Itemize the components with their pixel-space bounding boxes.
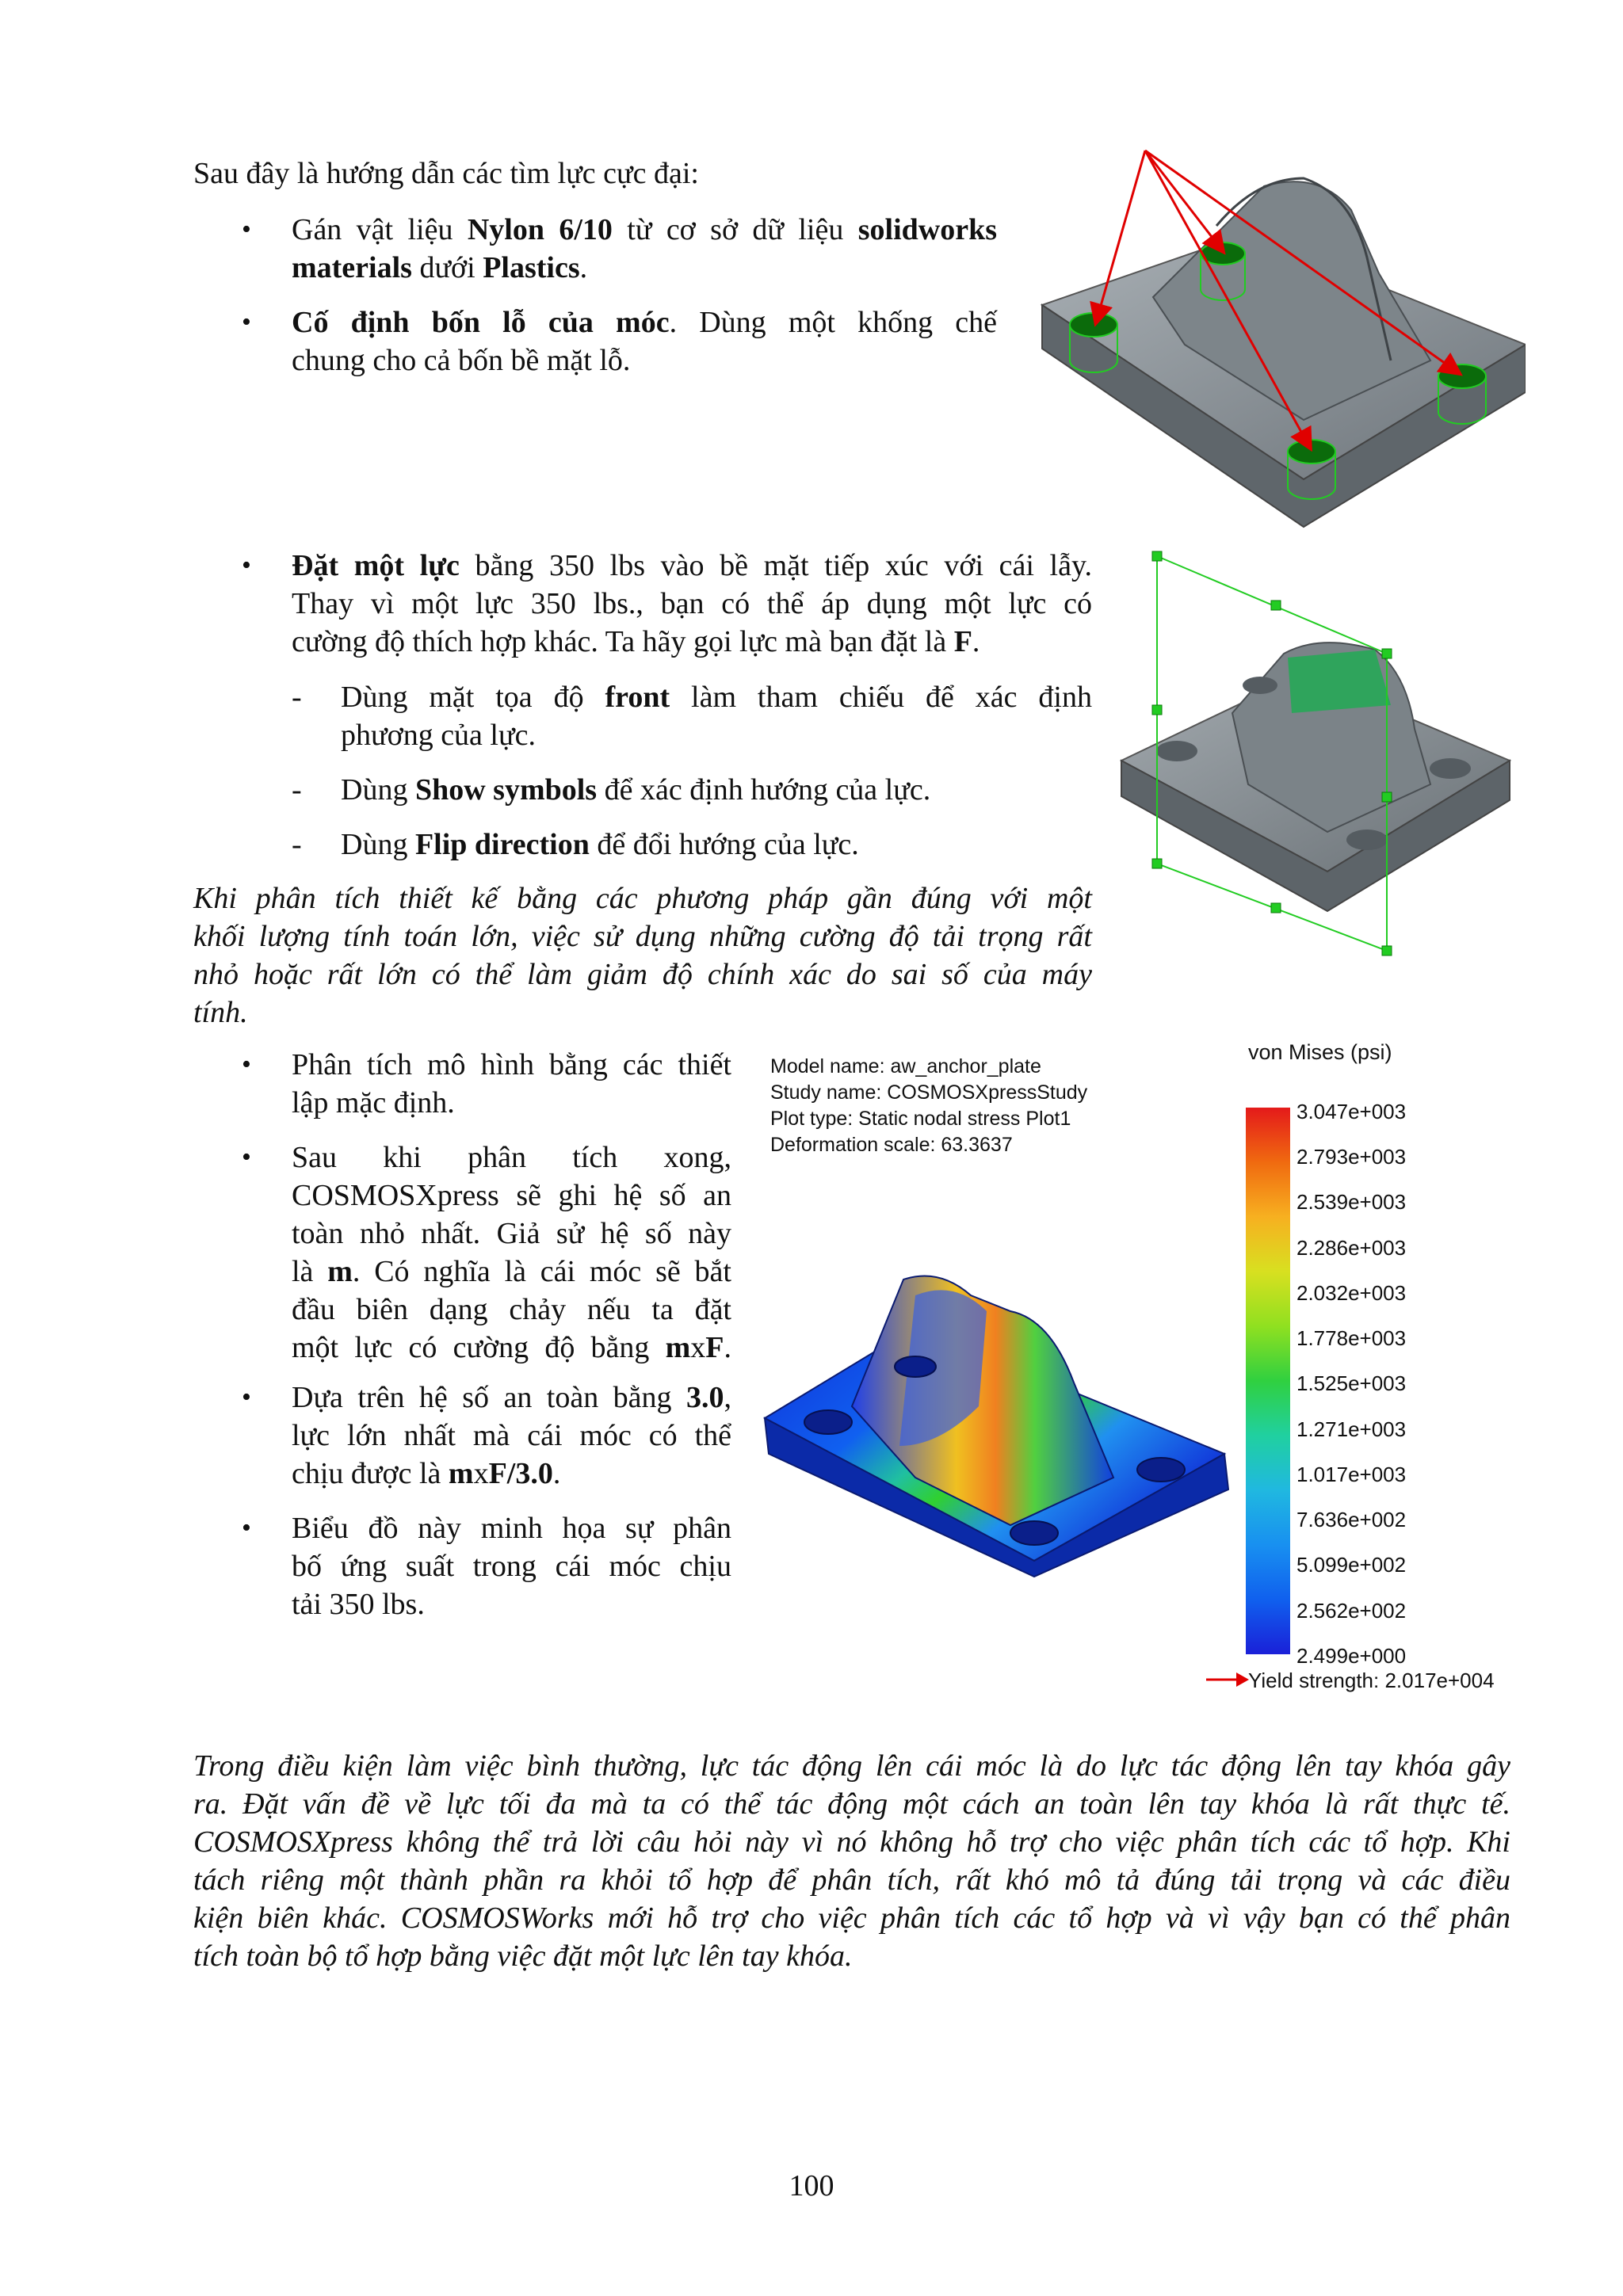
legend-tick: 2.032e+003 (1296, 1281, 1407, 1305)
bullet-icon: • (242, 1050, 251, 1079)
legend-colorbar (1246, 1108, 1290, 1654)
legend-tick: 2.562e+002 (1296, 1599, 1407, 1623)
legend-tick: 1.017e+003 (1296, 1463, 1407, 1486)
legend-tick: 2.499e+000 (1296, 1644, 1407, 1668)
legend-tick: 2.286e+003 (1296, 1236, 1407, 1260)
bullet-icon: • (242, 551, 251, 580)
bullet-icon: • (242, 1513, 251, 1543)
bullet-safety-factor: Sau khi phân tích xong, COSMOSXpress sẽ ghi hệ số an toàn nhỏ nhất. Giả sử hệ số này là m. Có nghĩa là cái móc sẽ bắt đầu biên dạng chảy nếu ta đặt một lực có cường độ bằng mxF. (292, 1141, 731, 1364)
study-info: Model name: aw_anchor_plate Study name: COSMOSXpressStudy Plot type: Static nodal stress Plot1 Deformation scale: 63.3637 (770, 1055, 1088, 1156)
contact-face (1288, 650, 1391, 713)
bullet-icon: • (242, 215, 251, 244)
dash-marker: - (292, 773, 302, 807)
legend-tick: 3.047e+003 (1296, 1100, 1407, 1123)
legend-tick: 5.099e+002 (1296, 1553, 1407, 1577)
bullet-analyze: Phân tích mô hình bằng các thiết lập mặc định. (292, 1048, 731, 1119)
dash-flip-direction: Dùng Flip direction để đổi hướng của lực. (341, 828, 859, 861)
legend-tick: 1.778e+003 (1296, 1326, 1407, 1350)
dash-front-plane: Dùng mặt tọa độ front làm tham chiếu để xác định phương của lực. (341, 681, 1092, 752)
page-number: 100 (789, 2169, 834, 2203)
stress-model-figure (757, 1264, 1232, 1581)
legend-tick: 2.793e+003 (1296, 1145, 1407, 1169)
bullet-assign-material: Gán vật liệu Nylon 6/10 từ cơ sở dữ liệu solidworks materials dưới Plastics. (292, 213, 998, 284)
bullet-stress-plot: Biểu đồ này minh họa sự phân bố ứng suất trong cái móc chịu tải 350 lbs. (292, 1512, 731, 1621)
fixture-holes-figure (1018, 147, 1526, 543)
yield-strength-label: Yield strength: 2.017e+004 (1248, 1669, 1495, 1692)
legend-tick: 2.539e+003 (1296, 1190, 1407, 1214)
legend-ticks (1290, 1100, 1480, 1668)
bullet-max-force: Dựa trên hệ số an toàn bằng 3.0, lực lớn nhất mà cái móc có thể chịu được là mxF/3.0. (292, 1381, 731, 1490)
bullet-icon: • (242, 1383, 251, 1412)
force-plane-figure (1113, 547, 1526, 963)
approximation-note: Khi phân tích thiết kế bằng các phương pháp gần đúng với một khối lượng tính toán lớn, việc sử dụng những cường độ tải trọng rất nhỏ hoặc rất lớn có thể làm giảm độ chính xác do sai số của máy tính. (193, 882, 1092, 1029)
bullet-fix-holes: Cố định bốn lỗ của móc. Dùng một khống chế chung cho cả bốn bề mặt lỗ. (292, 306, 997, 377)
intro-text: Sau đây là hướng dẫn các tìm lực cực đại: (193, 157, 699, 190)
dash-marker: - (292, 828, 302, 861)
yield-arrow-icon (1205, 1670, 1251, 1689)
legend-title: von Mises (psi) (1248, 1040, 1392, 1064)
legend-tick: 7.636e+002 (1296, 1508, 1407, 1531)
bullet-apply-force: Đặt một lực bằng 350 lbs vào bề mặt tiếp xúc với cái lẫy. Thay vì một lực 350 lbs., bạn có thể áp dụng một lực có cường độ thích hợp khác. Ta hãy gọi lực mà bạn đặt là F. (292, 549, 1093, 658)
legend-tick: 1.271e+003 (1296, 1417, 1407, 1441)
dash-show-symbols: Dùng Show symbols để xác định hướng của lực. (341, 773, 931, 807)
bullet-icon: • (242, 1142, 251, 1172)
bullet-icon: • (242, 307, 251, 337)
assembly-note: Trong điều kiện làm việc bình thường, lực tác động lên cái móc là do lực tác động lên tay khóa gây ra. Đặt vấn đề về lực tối đa mà ta có thể tác động một cách an toàn lên tay khóa là rất thực tế. COSMOSXpress không thể trả lời câu hỏi này vì nó không hỗ trợ cho việc phân tích các tổ hợp. Khi tách riêng một thành phần ra khỏi tổ hợp để phân tích, rất khó mô tả đúng tải trọng và các điều kiện biên khác. COSMOSWorks mới hỗ trợ cho việc phân tích các tổ hợp và vì vậy bạn có thể phân tích toàn bộ tổ hợp bằng việc đặt một lực lên tay khóa. (193, 1749, 1510, 1973)
dash-marker: - (292, 681, 302, 714)
legend-tick: 1.525e+003 (1296, 1371, 1407, 1395)
